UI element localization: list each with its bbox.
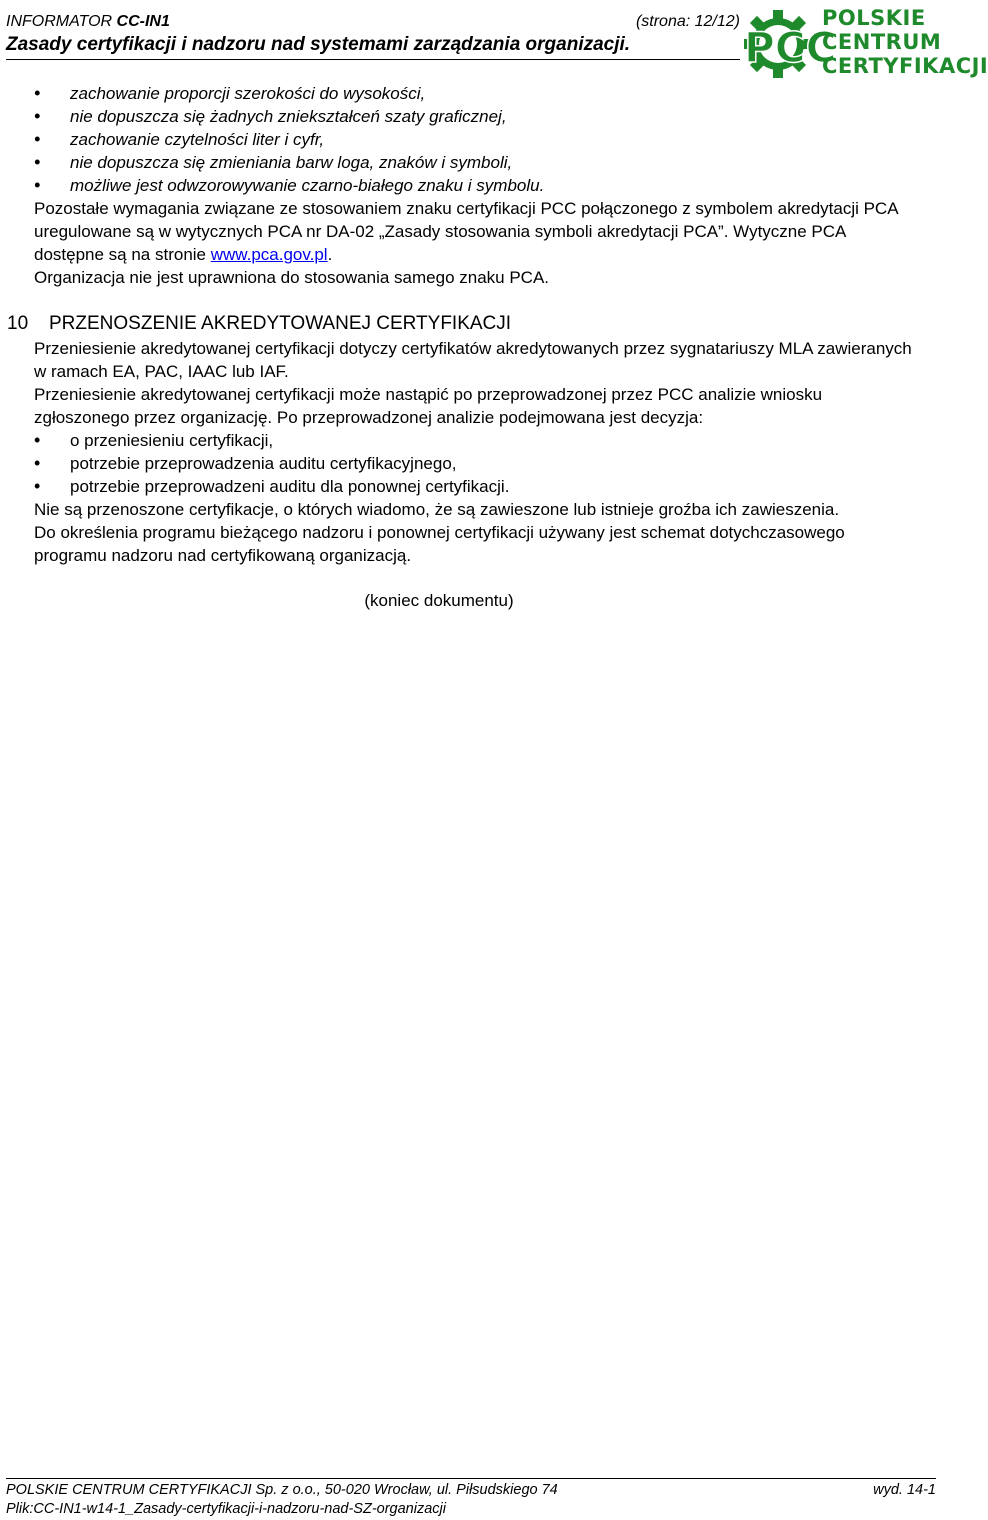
- list-item: • nie dopuszcza się zmieniania barw loga, znaków i symboli,: [34, 151, 914, 174]
- list-item: • nie dopuszcza się żadnych zniekształceń szaty graficznej,: [34, 105, 914, 128]
- footer-divider: [6, 1478, 936, 1479]
- page-footer: [6, 1478, 936, 1519]
- list-item: • potrzebie przeprowadzenia auditu certyfikacyjnego,: [34, 452, 914, 475]
- page-number: (strona: 12/12): [635, 13, 740, 30]
- logo-line-3: CERTYFIKACJI: [822, 54, 988, 78]
- logo-rules-list: [34, 82, 914, 197]
- document-body: [7, 82, 914, 612]
- logo-line-1: POLSKIE: [822, 6, 926, 30]
- pca-restriction-paragraph: Organizacja nie jest uprawniona do stosowania samego znaku PCA.: [34, 268, 550, 287]
- pcc-mark-text: PCC: [744, 23, 837, 72]
- pca-website-link[interactable]: www.pca.gov.pl: [210, 245, 328, 264]
- paragraph-text: Pozostałe wymagania związane ze stosowaniem znaku certyfikacji PCC połączonego z symbolem akredytacji PCA uregulowane są w wytycznych PCA nr DA-02 „Zasady stosowania symboli akredytacji PCA”. Wytyczne PCA dostępne są na stronie: [34, 199, 898, 264]
- decision-list: [34, 429, 914, 498]
- doc-code-bold: CC-IN1: [116, 13, 170, 30]
- section-paragraph: Przeniesienie akredytowanej certyfikacji może nastąpić po przeprowadzonej przez PCC analizie wniosku zgłoszonego przez organizację. Po przeprowadzonej analizie podejmowana jest decyzja:: [34, 385, 823, 427]
- doc-code: [6, 12, 170, 32]
- logo-wordmark: [822, 6, 988, 78]
- page-header: [6, 12, 740, 57]
- footer-company: POLSKIE CENTRUM CERTYFIKACJI Sp. z o.o., 50-020 Wrocław, ul. Piłsudskiego 74: [6, 1482, 558, 1498]
- end-of-document: (koniec dokumentu): [364, 591, 514, 610]
- pcc-gear-icon: [740, 4, 837, 80]
- pcc-logo: [740, 4, 988, 82]
- list-item: • zachowanie czytelności liter i cyfr,: [34, 128, 914, 151]
- doc-prefix: INFORMATOR: [6, 13, 117, 30]
- footer-filename: Plik:CC-IN1-w14-1_Zasady-certyfikacji-i-nadzoru-nad-SZ-organizacji: [6, 1501, 446, 1517]
- document-title: Zasady certyfikacji i nadzoru nad systemami zarządzania organizacji.: [6, 34, 631, 55]
- section-paragraph: Do określenia programu bieżącego nadzoru i ponownej certyfikacji używany jest schemat dotychczasowego programu nadzoru nad certyfikowaną organizacją.: [34, 523, 845, 565]
- section-number: 10: [7, 313, 29, 334]
- section-paragraph: Nie są przenoszone certyfikacje, o których wiadomo, że są zawieszone lub istnieje groźba ich zawieszenia.: [34, 500, 840, 519]
- section-paragraph: Przeniesienie akredytowanej certyfikacji dotyczy certyfikatów akredytowanych przez sygnatariuszy MLA zawieranych w ramach EA, PAC, IAAC lub IAF.: [34, 339, 912, 381]
- section-title: PRZENOSZENIE AKREDYTOWANEJ CERTYFIKACJI: [49, 313, 512, 334]
- section-heading: [7, 311, 914, 337]
- footer-edition: wyd. 14-1: [873, 1482, 936, 1498]
- logo-line-2: CENTRUM: [822, 30, 942, 54]
- paragraph-end: .: [327, 245, 333, 264]
- list-item: • potrzebie przeprowadzeni auditu dla ponownej certyfikacji.: [34, 475, 914, 498]
- pca-requirements-paragraph: [34, 197, 914, 266]
- list-item: • zachowanie proporcji szerokości do wysokości,: [34, 82, 914, 105]
- list-item: • o przeniesieniu certyfikacji,: [34, 429, 914, 452]
- header-divider: [6, 59, 740, 60]
- list-item: • możliwe jest odwzorowywanie czarno-białego znaku i symbolu.: [34, 174, 914, 197]
